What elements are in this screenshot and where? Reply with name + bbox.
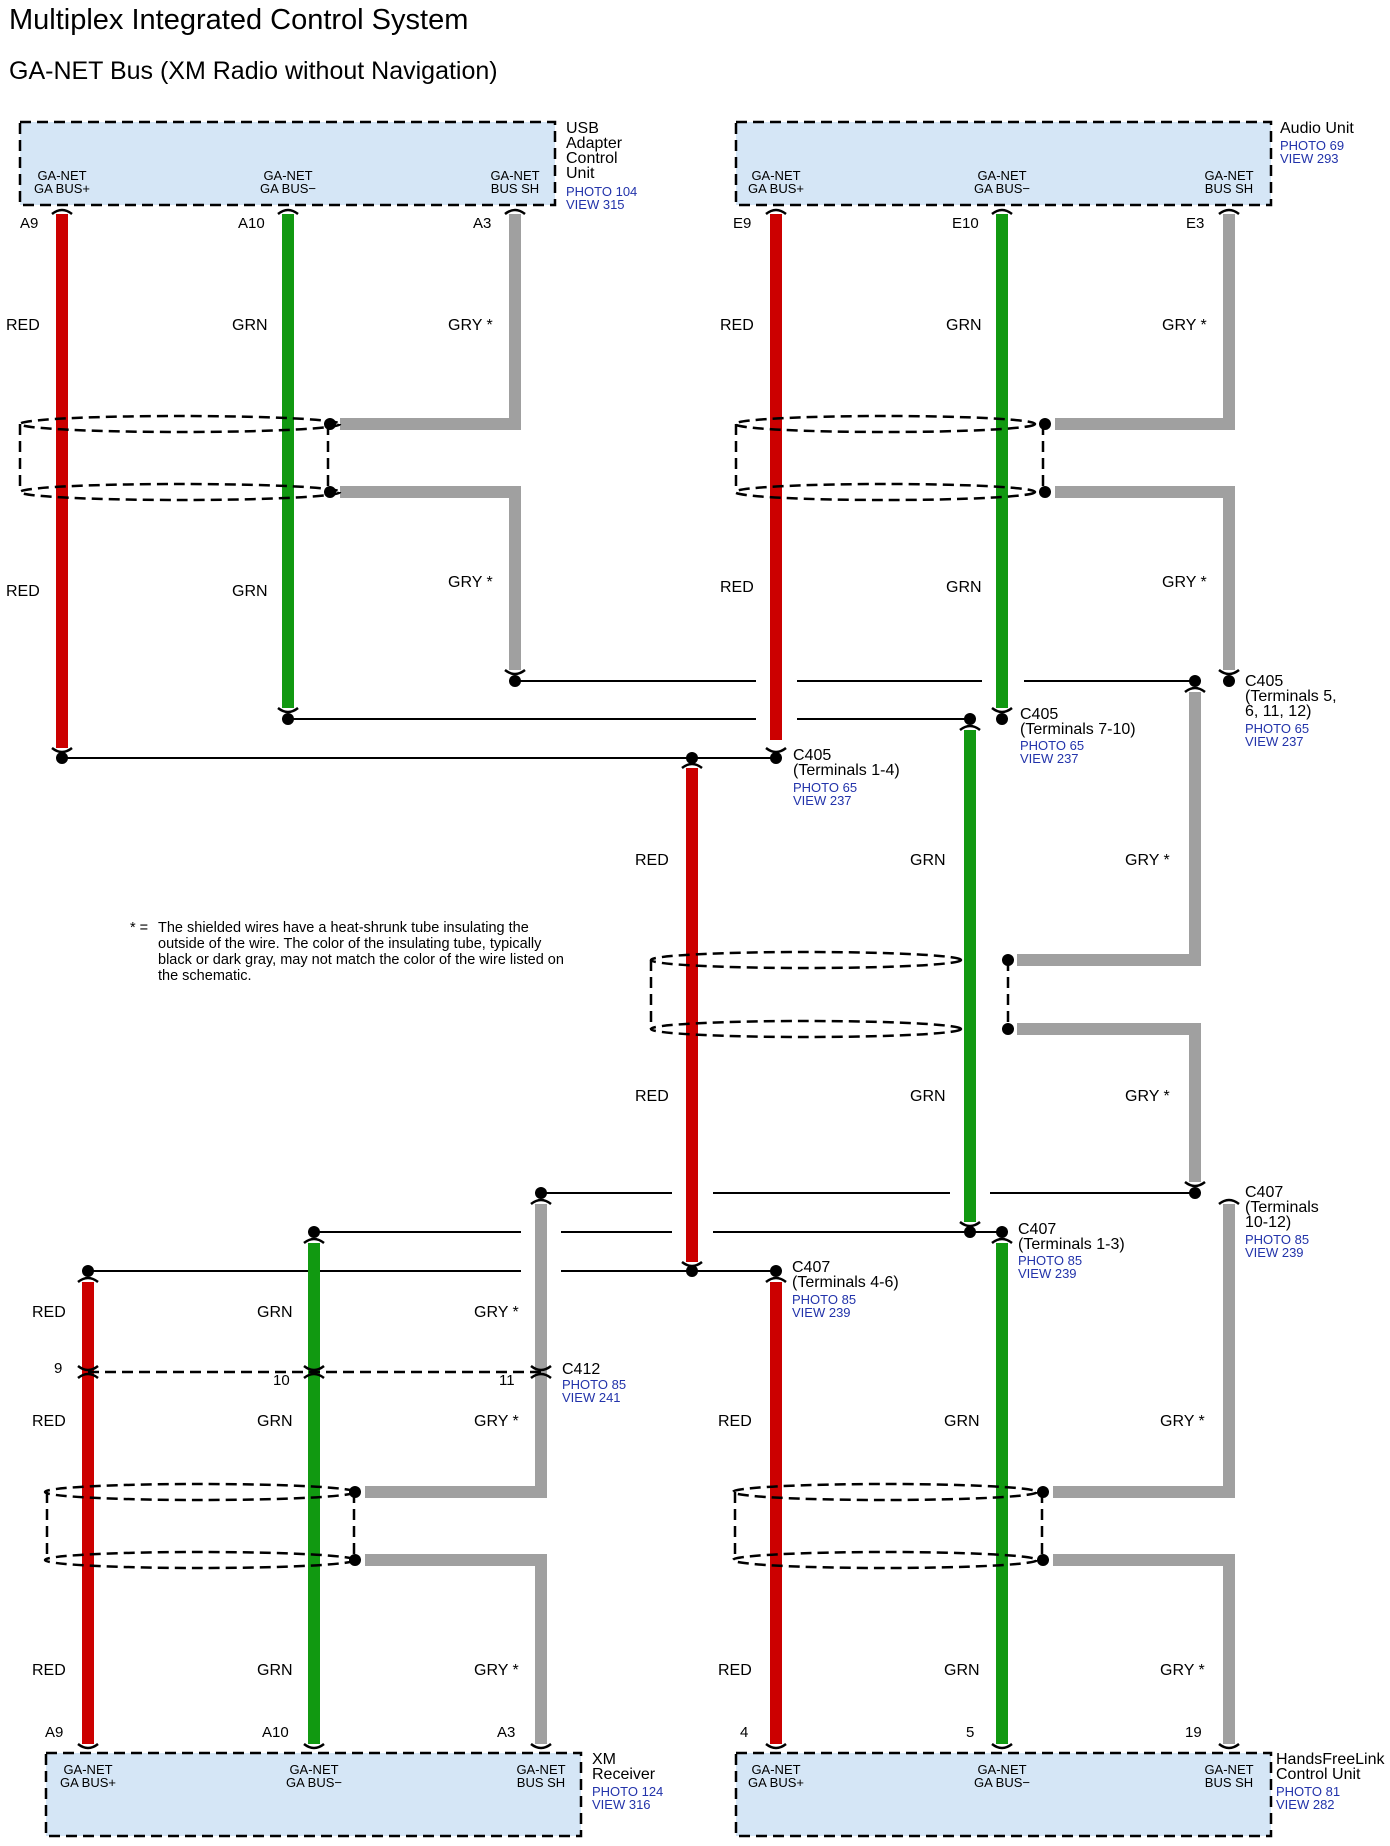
c405-b-photo[interactable]: PHOTO 65 [1020, 738, 1085, 753]
hfl-term-2: 5 [966, 1724, 975, 1741]
usb-view[interactable]: VIEW 315 [566, 197, 625, 212]
note-marker: * = [130, 920, 149, 936]
wire-label: GRN [257, 1304, 293, 1321]
wire-label: GRY * [474, 1662, 519, 1679]
wire-label: RED [635, 1088, 669, 1105]
c405-c-photo[interactable]: PHOTO 65 [1245, 721, 1310, 736]
wire-label: GRY * [1125, 1088, 1170, 1105]
xm-term-1: A9 [45, 1724, 64, 1741]
wire-label: GRN [257, 1662, 293, 1679]
c412-photo[interactable]: PHOTO 85 [562, 1377, 627, 1392]
wire-label: RED [720, 579, 754, 596]
xm-pin-3: GA-NET BUS SH [516, 1762, 566, 1790]
wire-label: GRN [232, 317, 268, 334]
audio-photo[interactable]: PHOTO 69 [1280, 138, 1345, 153]
audio-name: Audio Unit [1280, 120, 1354, 137]
wire-label: RED [32, 1413, 66, 1430]
c405-b-view[interactable]: VIEW 237 [1020, 751, 1079, 766]
c407-c-photo[interactable]: PHOTO 85 [1245, 1232, 1310, 1247]
wire-label: GRY * [474, 1304, 519, 1321]
audio-term-3: E3 [1186, 215, 1205, 232]
wire-label: GRY * [1125, 852, 1170, 869]
wire-label: RED [32, 1662, 66, 1679]
hfl-pin-3: GA-NET BUS SH [1204, 1762, 1254, 1790]
hfl-name: HandsFreeLink Control Unit [1276, 1751, 1385, 1783]
usb-term-2: A10 [238, 215, 265, 232]
c407-c-view[interactable]: VIEW 239 [1245, 1245, 1304, 1260]
hfl-view[interactable]: VIEW 282 [1276, 1797, 1335, 1812]
hfl-pin-1: GA-NET GA BUS+ [748, 1762, 804, 1790]
c407-a-view[interactable]: VIEW 239 [1018, 1266, 1077, 1281]
c412-view[interactable]: VIEW 241 [562, 1390, 621, 1405]
wire-label: GRN [944, 1662, 980, 1679]
hfl-term-3: 19 [1185, 1724, 1202, 1741]
usb-term-3: A3 [473, 215, 492, 232]
c407-terminals-4-6-label: C407 (Terminals 4-6) [792, 1259, 899, 1291]
c407-a-photo[interactable]: PHOTO 85 [1018, 1253, 1083, 1268]
wire-label: GRN [910, 852, 946, 869]
c412-term-10: 10 [273, 1372, 290, 1389]
wire-label: GRN [946, 317, 982, 334]
wire-label: GRY * [1160, 1413, 1205, 1430]
wire-label: RED [635, 852, 669, 869]
audio-term-2: E10 [952, 215, 979, 232]
wire-label: GRN [257, 1413, 293, 1430]
hfl-photo[interactable]: PHOTO 81 [1276, 1784, 1341, 1799]
hfl-pin-2: GA-NET GA BUS− [974, 1762, 1030, 1790]
wire-label: RED [720, 317, 754, 334]
audio-term-1: E9 [733, 215, 752, 232]
wire-label: GRY * [448, 574, 493, 591]
xm-view[interactable]: VIEW 316 [592, 1797, 651, 1812]
page-subtitle: GA-NET Bus (XM Radio without Navigation) [9, 57, 498, 85]
wire-label: GRN [944, 1413, 980, 1430]
usb-pin-3: GA-NET BUS SH [490, 168, 540, 196]
audio-pin-3: GA-NET BUS SH [1204, 168, 1254, 196]
wire-label: RED [32, 1304, 66, 1321]
audio-view[interactable]: VIEW 293 [1280, 151, 1339, 166]
page-title: Multiplex Integrated Control System [9, 4, 469, 36]
usb-name: USB Adapter Control Unit [566, 120, 623, 182]
wire-label: GRN [946, 579, 982, 596]
wire-label: GRN [910, 1088, 946, 1105]
wire-label: GRY * [448, 317, 493, 334]
c405-terminals-5-6-11-12-label: C405 (Terminals 5, 6, 11, 12) [1245, 673, 1337, 720]
wire-label: GRY * [1162, 317, 1207, 334]
usb-pin-2: GA-NET GA BUS− [260, 168, 316, 196]
c405-terminals-1-4-label: C405 (Terminals 1-4) [793, 747, 900, 779]
c405-terminals-7-10-label: C405 (Terminals 7-10) [1020, 706, 1136, 738]
usb-pin-1: GA-NET GA BUS+ [34, 168, 90, 196]
xm-term-2: A10 [262, 1724, 289, 1741]
wire-label: GRN [232, 583, 268, 600]
hfl-term-1: 4 [740, 1724, 749, 1741]
c412-term-9: 9 [54, 1360, 63, 1377]
c407-terminals-10-12-label: C407 (Terminals 10-12) [1245, 1184, 1319, 1231]
xm-name: XM Receiver [592, 1751, 656, 1783]
audio-pin-1: GA-NET GA BUS+ [748, 168, 804, 196]
usb-photo[interactable]: PHOTO 104 [566, 184, 638, 199]
xm-photo[interactable]: PHOTO 124 [592, 1784, 664, 1799]
xm-pin-2: GA-NET GA BUS− [286, 1762, 342, 1790]
c412-term-11: 11 [499, 1372, 515, 1389]
c405-a-photo[interactable]: PHOTO 65 [793, 780, 858, 795]
wire-label: RED [718, 1413, 752, 1430]
xm-term-3: A3 [497, 1724, 516, 1741]
xm-pin-1: GA-NET GA BUS+ [60, 1762, 116, 1790]
c407-b-photo[interactable]: PHOTO 85 [792, 1292, 857, 1307]
wire-label: GRY * [474, 1413, 519, 1430]
note-text: The shielded wires have a heat-shrunk tube insulating the outside of the wire. The color of the insulating tube, typically black or dark gray, may not match the color of the wire listed on the schematic. [158, 920, 564, 984]
usb-term-1: A9 [20, 215, 39, 232]
shield-note [130, 920, 570, 984]
c405-a-view[interactable]: VIEW 237 [793, 793, 852, 808]
c407-terminals-1-3-label: C407 (Terminals 1-3) [1018, 1221, 1125, 1253]
wire-label: RED [718, 1662, 752, 1679]
wire-label: GRY * [1162, 574, 1207, 591]
c405-c-view[interactable]: VIEW 237 [1245, 734, 1304, 749]
c412-label: C412 [562, 1361, 601, 1378]
c407-b-view[interactable]: VIEW 239 [792, 1305, 851, 1320]
wire-label: RED [6, 317, 40, 334]
wire-label: GRY * [1160, 1662, 1205, 1679]
wire-label: RED [6, 583, 40, 600]
audio-pin-2: GA-NET GA BUS− [974, 168, 1030, 196]
